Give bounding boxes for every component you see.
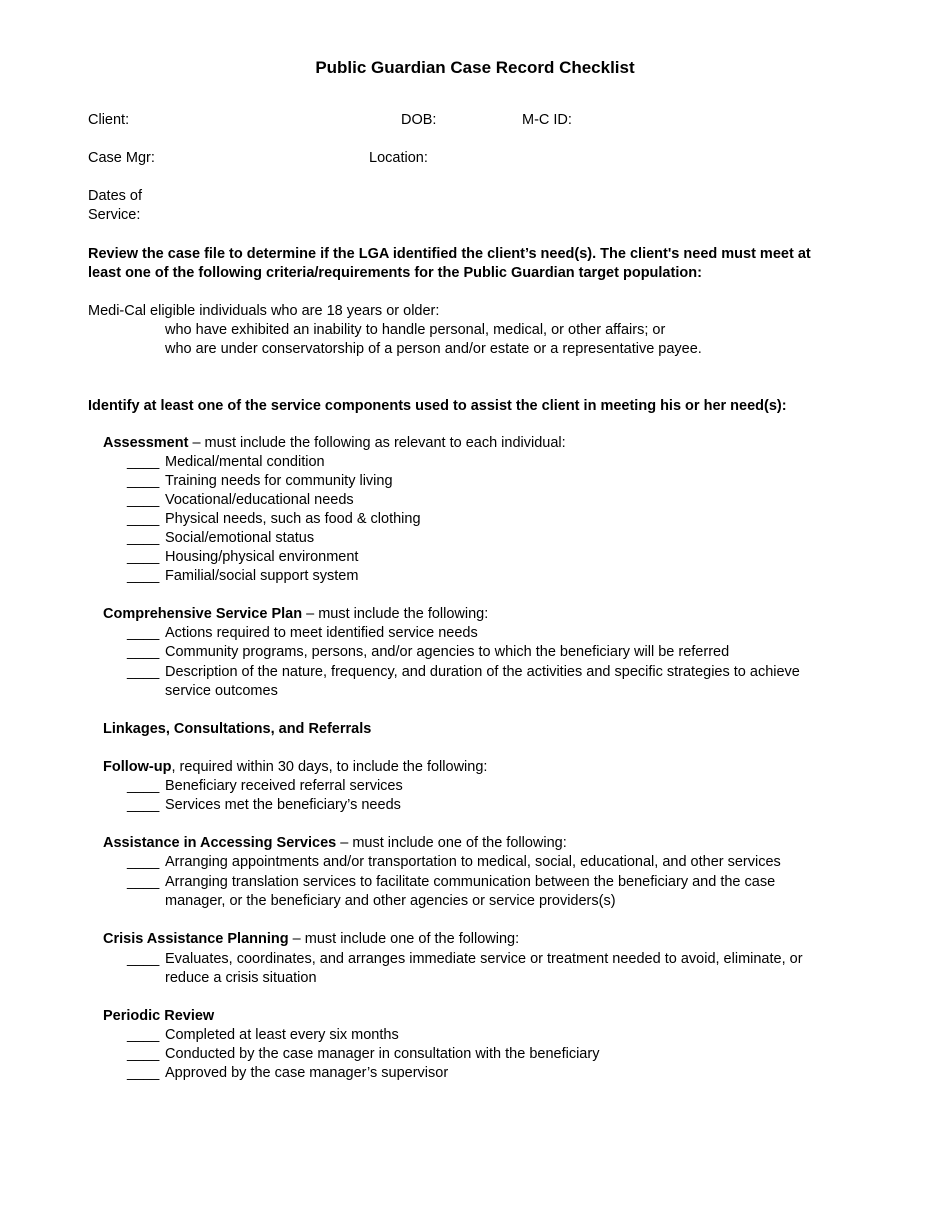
checkbox-blank[interactable]: ____	[127, 511, 160, 527]
checkbox-blank[interactable]: ____	[127, 492, 160, 508]
crisis-item-continuation: reduce a crisis situation	[165, 970, 317, 986]
case-mgr-label: Case Mgr:	[88, 150, 155, 166]
assessment-title: Assessment	[103, 435, 189, 451]
eligibility-criterion-1: who have exhibited an inability to handle personal, medical, or other affairs; or	[165, 322, 666, 338]
page-title: Public Guardian Case Record Checklist	[315, 58, 635, 77]
checkbox-blank[interactable]: ____	[127, 664, 160, 680]
access-item: Arranging translation services to facilitate communication between the beneficiary and the case	[165, 874, 776, 890]
checkbox-blank[interactable]: ____	[127, 454, 160, 470]
access-title: Assistance in Accessing Services	[103, 835, 337, 851]
client-label: Client:	[88, 112, 130, 128]
periodic-item: Conducted by the case manager in consultation with the beneficiary	[165, 1046, 600, 1062]
checkbox-blank[interactable]: ____	[127, 951, 160, 967]
assessment-item: Housing/physical environment	[165, 549, 359, 565]
checkbox-blank[interactable]: ____	[127, 644, 160, 660]
review-text-line2: least one of the following criteria/requirements for the Public Guardian target population:	[88, 265, 702, 281]
mc-id-label: M-C ID:	[522, 112, 572, 128]
followup-desc: , required within 30 days, to include the following:	[171, 759, 488, 775]
dates-of-service-label-2: Service:	[88, 207, 141, 223]
crisis-heading	[103, 930, 519, 949]
assessment-item: Medical/mental condition	[165, 454, 325, 470]
review-text-line1: Review the case file to determine if the LGA identified the client’s need(s). The client's need must meet at	[88, 246, 811, 262]
assessment-item: Familial/social support system	[165, 568, 359, 584]
assessment-item: Social/emotional status	[165, 530, 315, 546]
assessment-desc: – must include the following as relevant to each individual:	[188, 435, 566, 451]
dates-of-service-label-1: Dates of	[88, 188, 142, 204]
checkbox-blank[interactable]: ____	[127, 549, 160, 565]
eligibility-criterion-2: who are under conservatorship of a person and/or estate or a representative payee.	[165, 341, 702, 357]
access-item-continuation: manager, or the beneficiary and other agencies or service providers(s)	[165, 893, 616, 909]
checkbox-blank[interactable]: ____	[127, 797, 160, 813]
crisis-title: Crisis Assistance Planning	[103, 931, 289, 947]
followup-item: Services met the beneficiary’s needs	[165, 797, 401, 813]
checkbox-blank[interactable]: ____	[127, 1027, 160, 1043]
checkbox-blank[interactable]: ____	[127, 854, 160, 870]
checkbox-blank[interactable]: ____	[127, 473, 160, 489]
crisis-desc: – must include one of the following:	[288, 931, 520, 947]
access-desc: – must include one of the following:	[336, 835, 567, 851]
checkbox-blank[interactable]: ____	[127, 530, 160, 546]
assessment-item: Training needs for community living	[165, 473, 393, 489]
followup-title: Follow-up	[103, 759, 172, 775]
checkbox-blank[interactable]: ____	[127, 1046, 160, 1062]
access-item: Arranging appointments and/or transportation to medical, social, educational, and other services	[165, 854, 781, 870]
plan-title: Comprehensive Service Plan	[103, 606, 303, 622]
plan-item: Description of the nature, frequency, and duration of the activities and specific strategies to achieve	[165, 664, 800, 680]
checkbox-blank[interactable]: ____	[127, 874, 160, 890]
crisis-item: Evaluates, coordinates, and arranges immediate service or treatment needed to avoid, eliminate, or	[165, 951, 803, 967]
periodic-heading: Periodic Review	[103, 1008, 215, 1024]
checkbox-blank[interactable]: ____	[127, 568, 160, 584]
dob-label: DOB:	[401, 112, 437, 128]
access-heading	[103, 834, 567, 853]
followup-heading	[103, 758, 487, 777]
checkbox-blank[interactable]: ____	[127, 778, 160, 794]
checkbox-blank[interactable]: ____	[127, 1065, 160, 1081]
checkbox-blank[interactable]: ____	[127, 625, 160, 641]
periodic-item: Approved by the case manager’s supervisor	[165, 1065, 449, 1081]
periodic-item: Completed at least every six months	[165, 1027, 399, 1043]
plan-desc: – must include the following:	[302, 606, 489, 622]
identify-heading: Identify at least one of the service components used to assist the client in meeting his or her need(s):	[88, 398, 787, 414]
plan-item-continuation: service outcomes	[165, 683, 278, 699]
assessment-item: Vocational/educational needs	[165, 492, 354, 508]
assessment-heading	[103, 434, 566, 453]
assessment-item: Physical needs, such as food & clothing	[165, 511, 421, 527]
plan-item: Actions required to meet identified service needs	[165, 625, 478, 641]
eligibility-intro: Medi-Cal eligible individuals who are 18 years or older:	[88, 303, 440, 319]
plan-item: Community programs, persons, and/or agencies to which the beneficiary will be referred	[165, 644, 730, 660]
followup-item: Beneficiary received referral services	[165, 778, 403, 794]
linkages-heading: Linkages, Consultations, and Referrals	[103, 721, 372, 737]
location-label: Location:	[369, 150, 428, 166]
plan-heading	[103, 605, 488, 624]
